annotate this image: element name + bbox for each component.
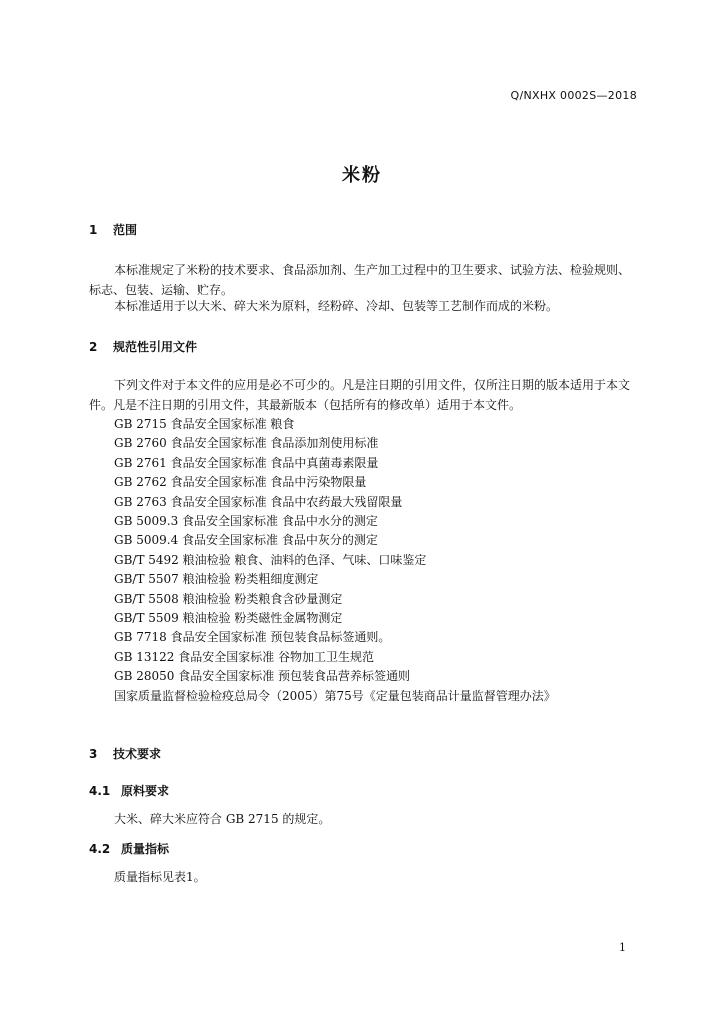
section-heading-scope (89, 221, 137, 238)
section-title: 范围 (113, 223, 138, 237)
document-title: 米粉 (342, 165, 382, 186)
section-heading-normative-references (89, 338, 197, 355)
reference-list (114, 415, 556, 706)
scope-paragraph-1: 本标准规定了米粉的技术要求、食品添加剂、生产加工过程中的卫生要求、试验方法、检验规则、标志、包装、运输、贮存。 (89, 263, 631, 297)
section-number: 1 (89, 223, 98, 237)
section-number: 3 (89, 747, 98, 761)
reference-item: GB 28050 食品安全国家标准 预包装食品营养标签通则 (114, 669, 411, 684)
reference-item: GB 2760 食品安全国家标准 食品添加剂使用标准 (114, 436, 379, 451)
reference-item: GB 2762 食品安全国家标准 食品中污染物限量 (114, 475, 367, 490)
reference-item: GB 13122 食品安全国家标准 谷物加工卫生规范 (114, 649, 375, 664)
reference-item: 国家质量监督检验检疫总局令（2005）第75号《定量包装商品计量监督管理办法》 (114, 688, 556, 703)
reference-item: GB/T 5492 粮油检验 粮食、油料的色泽、气味、口味鉴定 (114, 552, 427, 567)
reference-item: GB 2763 食品安全国家标准 食品中农药最大残留限量 (114, 494, 403, 509)
subsection-heading-raw-materials (89, 782, 169, 799)
subsection-heading-quality-indicators (89, 840, 169, 857)
references-intro-paragraph: 下列文件对于本文件的应用是必不可少的。凡是注日期的引用文件，仅所注日期的版本适用于本文件。凡是不注日期的引用文件，其最新版本（包括所有的修改单）适用于本文件。 (89, 378, 631, 412)
section-title: 原料要求 (121, 784, 170, 798)
scope-paragraph-2: 本标准适用于以大米、碎大米为原料，经粉碎、冷却、包装等工艺制作而成的米粉。 (114, 299, 559, 313)
page-number: 1 (619, 941, 626, 954)
reference-item: GB 2715 食品安全国家标准 粮食 (114, 417, 295, 431)
section-title: 规范性引用文件 (113, 340, 198, 354)
document-code: Q/NXHX 0002S—2018 (510, 89, 637, 102)
reference-item: GB/T 5509 粮油检验 粉类磁性金属物测定 (114, 611, 343, 626)
section-heading-technical-requirements (89, 745, 161, 762)
reference-item: GB 7718 食品安全国家标准 预包装食品标签通则。 (114, 630, 391, 645)
reference-item: GB/T 5507 粮油检验 粉类粗细度测定 (114, 572, 319, 587)
section-number: 4.1 (89, 784, 111, 798)
reference-item: GB 5009.4 食品安全国家标准 食品中灰分的测定 (114, 533, 378, 548)
section-number: 2 (89, 340, 98, 354)
raw-material-paragraph: 大米、碎大米应符合 GB 2715 的规定。 (114, 812, 331, 826)
section-title: 技术要求 (113, 747, 162, 761)
reference-item: GB/T 5508 粮油检验 粉类粮食含砂量测定 (114, 591, 343, 606)
reference-item: GB 5009.3 食品安全国家标准 食品中水分的测定 (114, 514, 378, 529)
quality-paragraph: 质量指标见表1。 (114, 870, 206, 884)
section-title: 质量指标 (121, 842, 170, 856)
section-number: 4.2 (89, 842, 111, 856)
reference-item: GB 2761 食品安全国家标准 食品中真菌毒素限量 (114, 455, 379, 470)
